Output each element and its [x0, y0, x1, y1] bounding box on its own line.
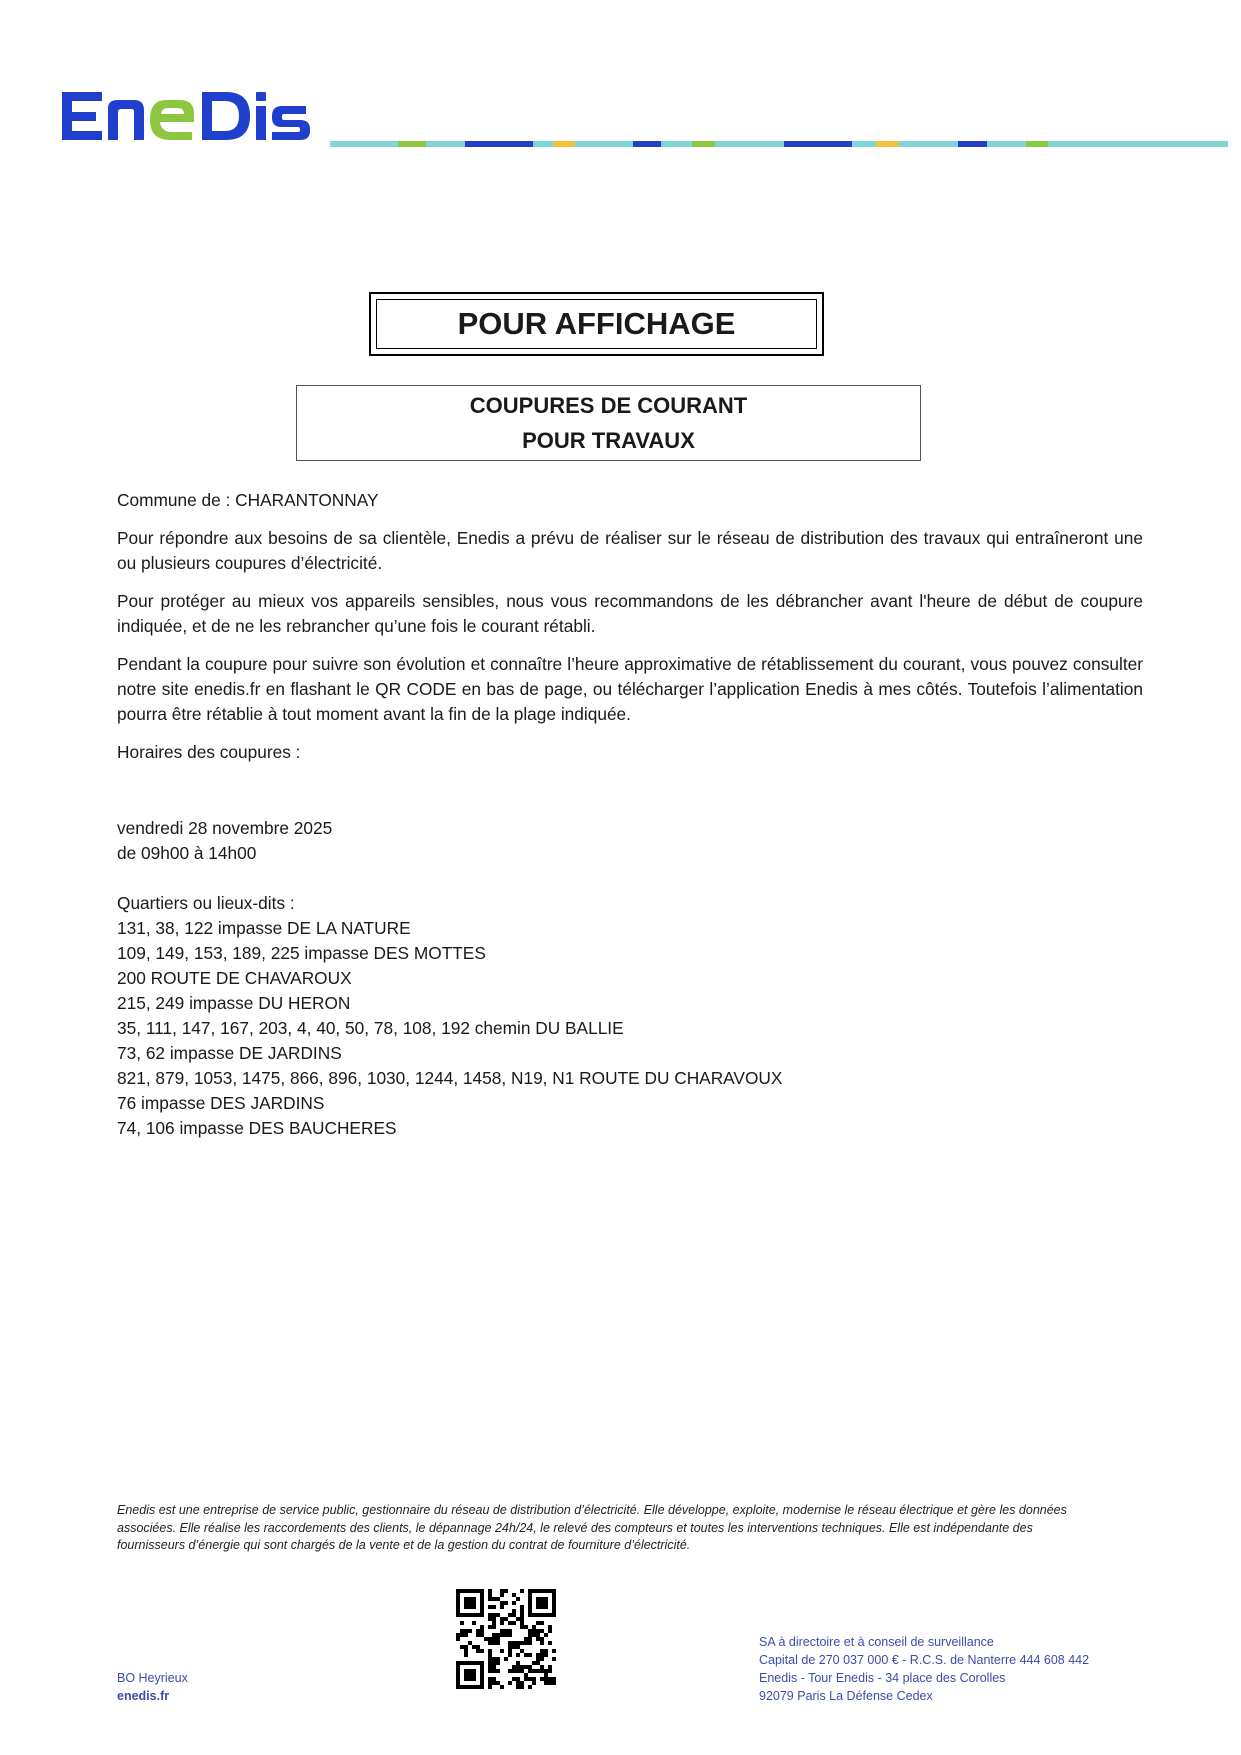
stripe-segment: [1026, 141, 1048, 147]
location-item: 215, 249 impasse DU HERON: [117, 993, 351, 1013]
company-line: SA à directoire et à conseil de surveillance: [759, 1635, 994, 1649]
legal-notice: [117, 1502, 1117, 1555]
location-item: 73, 62 impasse DE JARDINS: [117, 1043, 342, 1063]
stripe-segment: [533, 141, 553, 147]
location-item: 35, 111, 147, 167, 203, 4, 40, 50, 78, 108, 192 chemin DU BALLIE: [117, 1018, 624, 1038]
stripe-segment: [575, 141, 634, 147]
company-line: 92079 Paris La Défense Cedex: [759, 1689, 933, 1703]
stripe-segment: [692, 141, 715, 147]
company-line: Enedis - Tour Enedis - 34 place des Corolles: [759, 1671, 1006, 1685]
legal-line: associées. Elle réalise les raccordements des clients, le dépannage 24h/24, le relevé des compteurs et toutes les interventions techniques. Elle est indépendante des: [117, 1520, 1033, 1535]
stripe-segment: [987, 141, 1026, 147]
stripe-segment: [899, 141, 958, 147]
title-frame: [369, 292, 824, 356]
company-line: Capital de 270 037 000 € - R.C.S. de Nanterre 444 608 442: [759, 1653, 1090, 1667]
stripe-segment: [876, 141, 899, 147]
office-name: BO Heyrieux: [117, 1671, 188, 1685]
locations-label: Quartiers ou lieux-dits :: [117, 893, 295, 913]
stripe-segment: [1048, 141, 1228, 147]
legal-line: Enedis est une entreprise de service public, gestionnaire du réseau de distribution d’électricité. Elle développe, exploite, modernise le réseau électrique et gère les données: [117, 1503, 1067, 1517]
stripe-segment: [553, 141, 575, 147]
legal-line: fournisseurs d’énergie qui sont chargés de la vente et de la gestion du contrat de fourniture d’électricité.: [117, 1538, 691, 1552]
location-item: 131, 38, 122 impasse DE LA NATURE: [117, 918, 411, 938]
paragraph-advice: Pour protéger au mieux vos appareils sensibles, nous vous recommandons de les débrancher avant l'heure de début de coupure indiquée, et de ne les rebrancher qu’une fois le courant rétabli.: [117, 591, 1143, 636]
stripe-segment: [633, 141, 660, 147]
qr-code[interactable]: [456, 1589, 556, 1689]
stripe-segment: [958, 141, 987, 147]
location-item: 109, 149, 153, 189, 225 impasse DES MOTTES: [117, 943, 486, 963]
stripe-segment: [465, 141, 533, 147]
subtitle-box: [296, 385, 921, 461]
stripe-segment: [398, 141, 425, 147]
commune: Commune de : CHARANTONNAY: [117, 490, 379, 510]
subtitle-line2: POUR TRAVAUX: [522, 428, 695, 453]
stripe-segment: [426, 141, 465, 147]
location-item: 821, 879, 1053, 1475, 866, 896, 1030, 1244, 1458, N19, N1 ROUTE DU CHARAVOUX: [117, 1068, 783, 1088]
location-item: 200 ROUTE DE CHAVAROUX: [117, 968, 352, 988]
paragraph-intro: Pour répondre aux besoins de sa clientèle, Enedis a prévu de réaliser sur le réseau de distribution des travaux qui entraîneront une ou plusieurs coupures d’électricité.: [117, 528, 1143, 573]
footer-office: [117, 1669, 188, 1705]
location-item: 74, 106 impasse DES BAUCHERES: [117, 1118, 397, 1138]
company-info: [759, 1633, 1089, 1705]
paragraph-info: Pendant la coupure pour suivre son évolution et connaître l’heure approximative de rétablissement du courant, vous pouvez consulter notre site enedis.fr en flashant le QR CODE en bas de page, ou télécharger l’application Enedis à mes côtés. Toutefois l’alimentation pourra être rétablie à tout moment avant la fin de la plage indiquée.: [117, 654, 1143, 724]
website-link[interactable]: enedis.fr: [117, 1689, 170, 1703]
page-title: POUR AFFICHAGE: [376, 299, 817, 349]
stripe-segment: [330, 141, 398, 147]
subtitle-line1: COUPURES DE COURANT: [469, 393, 748, 418]
brand-stripe: [330, 141, 1228, 147]
stripe-segment: [852, 141, 875, 147]
enedis-logo: [60, 86, 332, 146]
location-item: 76 impasse DES JARDINS: [117, 1093, 325, 1113]
schedule-label: Horaires des coupures :: [117, 742, 301, 762]
stripe-segment: [715, 141, 783, 147]
stripe-segment: [784, 141, 852, 147]
stripe-segment: [661, 141, 692, 147]
outage-date: vendredi 28 novembre 2025: [117, 818, 333, 838]
outage-time: de 09h00 à 14h00: [117, 843, 257, 863]
